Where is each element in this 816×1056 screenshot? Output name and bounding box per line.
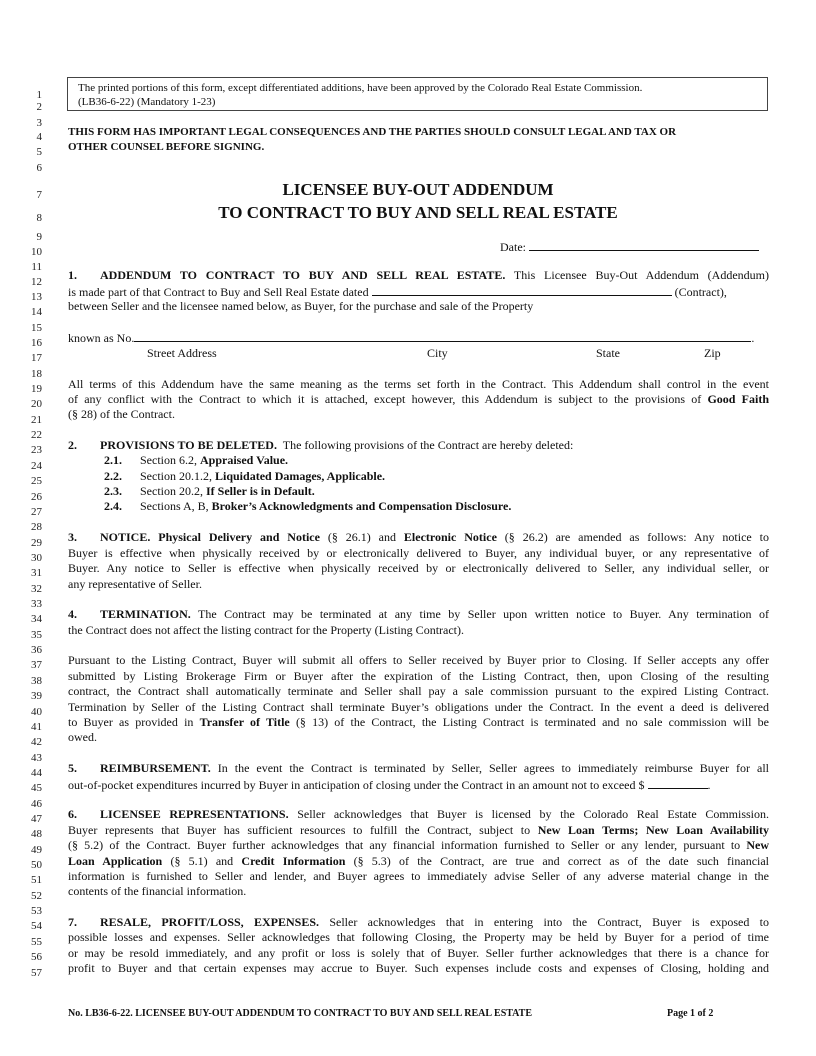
section-1-line3: between Seller and the licensee named below, as Buyer, for the purchase and sale of the Property: [68, 299, 534, 313]
item-text: Section 6.2,: [140, 453, 197, 467]
section-5-line1: [68, 761, 769, 776]
terms-line3: (§ 28) of the Contract.: [68, 407, 175, 421]
section-6-line5: information is furnished to Seller and lender, and Buyer agrees to immediately advise Seller of any adverse material change in the: [68, 869, 769, 883]
section-5-heading: REIMBURSEMENT.: [100, 761, 211, 775]
state-label: State: [596, 346, 620, 360]
document-title-line1: LICENSEE BUY-OUT ADDENDUM: [282, 180, 554, 199]
section-6-text: (§ 5.3) of the Contract, are true and correct as of the date such financial: [353, 854, 770, 868]
section-6-text: (§ 5.1) and: [170, 854, 234, 868]
line-number: 52: [31, 890, 42, 902]
line-number: 49: [31, 844, 42, 856]
line-number: 37: [31, 659, 42, 671]
new-loan-terms-ref: New Loan Terms; New Loan Availability: [537, 823, 770, 837]
line-number: 7: [36, 189, 42, 201]
section-3-line4: any representative of Seller.: [68, 577, 202, 591]
line-number: 55: [31, 936, 42, 948]
section-7-text: Seller acknowledges that in entering into the Contract, Buyer is exposed to: [329, 915, 769, 929]
section-7-line3: or may be resold immediately, and any profit or loss is solely that of Buyer. Seller further acknowledges that there is a chance for: [68, 946, 769, 960]
line-number: 24: [31, 460, 42, 472]
contract-dated-text: is made part of that Contract to Buy and Sell Real Estate dated: [68, 285, 369, 299]
section-6-line4: [68, 854, 769, 869]
line-number: 50: [31, 859, 42, 871]
section-3-text: (§ 26.1) and: [327, 530, 396, 544]
line-number: 57: [31, 967, 42, 979]
section-2-number: 2.: [68, 438, 77, 452]
section-3-line1: [68, 530, 769, 545]
line-number: 45: [31, 782, 42, 794]
section-3-heading: NOTICE.: [100, 530, 151, 544]
section-4-p2-line5: [68, 715, 769, 730]
line-number: 39: [31, 690, 42, 702]
line-number: 19: [31, 383, 42, 395]
line-number: 4: [36, 131, 42, 143]
transfer-of-title-ref: Transfer of Title: [199, 715, 290, 729]
line-number: 17: [31, 352, 42, 364]
section-1-line2: [68, 284, 769, 300]
line-number: 42: [31, 736, 42, 748]
section-4-text: (§ 13) of the Contract, the Listing Contract is terminated and no sale commission will be: [295, 715, 769, 729]
line-number: 1: [36, 89, 42, 101]
footer-page-number: Page 1 of 2: [667, 1008, 714, 1019]
line-number: 41: [31, 721, 42, 733]
section-5-text: out-of-pocket expenditures incurred by Buyer in anticipation of closing under the Contract in an amount not to exceed $: [68, 778, 645, 792]
line-number: 16: [31, 337, 42, 349]
item-title: Liquidated Damages, Applicable.: [215, 469, 386, 483]
terms-line2: [68, 392, 769, 407]
line-number: 31: [31, 567, 42, 579]
section-4-p2-line4: Termination by Seller of the Listing Contract shall terminate Buyer’s obligations under the Contract. In the event a deed is delivered: [68, 700, 769, 714]
line-number: 54: [31, 920, 42, 932]
line-number: 8: [36, 212, 42, 224]
terms-line2-text: of any conflict with the Contract to which it is attached, except however, this Addendum is subject to the provisions of: [68, 392, 702, 406]
line-number: 44: [31, 767, 42, 779]
approval-notice-line1: The printed portions of this form, except differentiated additions, have been approved by the Colorado Real Estate Commission.: [78, 82, 643, 94]
line-number: 22: [31, 429, 42, 441]
line-number: 20: [31, 398, 42, 410]
section-5-number: 5.: [68, 761, 77, 775]
section-6-line6: contents of the financial information.: [68, 884, 247, 898]
section-2-item: [104, 499, 511, 514]
section-2-item: [104, 484, 315, 499]
line-number: 26: [31, 491, 42, 503]
document-title-line2: TO CONTRACT TO BUY AND SELL REAL ESTATE: [218, 203, 618, 222]
loan-application-ref: Loan Application: [68, 854, 163, 868]
line-number: 21: [31, 414, 42, 426]
line-number: 6: [36, 162, 42, 174]
section-6-text: (§ 5.2) of the Contract. Buyer further acknowledges that any financial information furnished to Seller or any lender, pursuant to: [68, 838, 741, 852]
section-6-line3: [68, 838, 769, 853]
section-2-heading: PROVISIONS TO BE DELETED.: [100, 438, 277, 452]
line-number: 47: [31, 813, 42, 825]
section-4-line1: [68, 607, 769, 622]
line-number: 12: [31, 276, 42, 288]
item-number: 2.2.: [104, 469, 122, 483]
good-faith-ref: Good Faith: [707, 392, 770, 406]
line-number: 35: [31, 629, 42, 641]
item-number: 2.4.: [104, 499, 122, 513]
warning-line1: THIS FORM HAS IMPORTANT LEGAL CONSEQUENCES AND THE PARTIES SHOULD CONSULT LEGAL AND TAX OR: [68, 126, 677, 138]
item-title: If Seller is in Default.: [206, 484, 315, 498]
line-number: 28: [31, 521, 42, 533]
section-1-number: 1.: [68, 268, 77, 282]
physical-delivery-ref: Physical Delivery and Notice: [158, 530, 320, 544]
line-number: 33: [31, 598, 42, 610]
date-row: [500, 239, 759, 255]
line-number: 11: [31, 261, 42, 273]
reimbursement-amount-field[interactable]: [648, 777, 708, 789]
property-address-field[interactable]: [134, 330, 751, 342]
section-7-heading: RESALE, PROFIT/LOSS, EXPENSES.: [100, 915, 320, 929]
line-number: 18: [31, 368, 42, 380]
item-text: Sections A, B,: [140, 499, 209, 513]
line-number: 38: [31, 675, 42, 687]
approval-notice-box: [67, 77, 768, 111]
date-label: Date:: [500, 240, 526, 254]
contract-label: (Contract),: [674, 285, 727, 299]
item-number: 2.3.: [104, 484, 122, 498]
item-text: Section 20.1.2,: [140, 469, 212, 483]
line-number: 48: [31, 828, 42, 840]
line-number: 32: [31, 583, 42, 595]
section-4-p2-line6: owed.: [68, 730, 97, 744]
line-number: 5: [36, 146, 42, 158]
line-number: 13: [31, 291, 42, 303]
section-4-p2-line3: contract, the Contract shall automatically terminate and Seller shall pay a sale commission pursuant to the expired Listing Contract.: [68, 684, 769, 698]
line-number: 40: [31, 706, 42, 718]
section-6-text: Buyer represents that Buyer has sufficient resources to fulfill the Contract, subject to: [68, 823, 531, 837]
section-6-number: 6.: [68, 807, 77, 821]
section-3-line3: Buyer. Any notice to Seller is effective when physically received by or electronically delivered to Seller, any individual seller, or: [68, 561, 769, 575]
line-number: 36: [31, 644, 42, 656]
terms-line1: All terms of this Addendum have the same meaning as the terms set forth in the Contract. This Addendum shall control in the event: [68, 377, 769, 391]
line-number: 29: [31, 537, 42, 549]
line-number: 56: [31, 951, 42, 963]
line-number: 9: [36, 231, 42, 243]
section-2-item: [104, 453, 288, 468]
known-as-label: known as No.: [68, 331, 135, 345]
section-4-heading: TERMINATION.: [100, 607, 191, 621]
line-number: 34: [31, 613, 42, 625]
zip-label: Zip: [704, 346, 721, 360]
item-number: 2.1.: [104, 453, 122, 467]
section-4-p2-line2: submitted by Listing Brokerage Firm or Buyer after the expiration of the Listing Contract, then, upon Closing of the resulting: [68, 669, 769, 683]
section-2-item: [104, 469, 385, 484]
line-number: 14: [31, 306, 42, 318]
section-5-line2: out-of-pocket expenditures incurred by Buyer in anticipation of closing under the Contract in an amount not to exceed $ .: [68, 778, 711, 792]
section-1-line1: [68, 268, 769, 283]
line-number: 2: [36, 101, 42, 113]
section-4-line2: the Contract does not affect the listing contract for the Property (Listing Contract).: [68, 623, 464, 637]
section-4-text: to Buyer as provided in: [68, 715, 194, 729]
line-number: 27: [31, 506, 42, 518]
line-number: 25: [31, 475, 42, 487]
section-1-heading: ADDENDUM TO CONTRACT TO BUY AND SELL REAL ESTATE.: [100, 268, 506, 282]
line-number: 15: [31, 322, 42, 334]
warning-line2: OTHER COUNSEL BEFORE SIGNING.: [68, 141, 265, 153]
section-6-line1: [68, 807, 769, 822]
new-ref: New: [746, 838, 770, 852]
item-text: Section 20.2,: [140, 484, 203, 498]
street-address-label: Street Address: [147, 346, 217, 360]
footer-form-id: No. LB36-6-22. LICENSEE BUY-OUT ADDENDUM TO CONTRACT TO BUY AND SELL REAL ESTATE: [68, 1008, 533, 1019]
item-title: Broker’s Acknowledgments and Compensation Disclosure.: [211, 499, 512, 513]
contract-date-field[interactable]: [372, 284, 672, 296]
line-number: 10: [31, 246, 42, 258]
section-4-p2-line1: Pursuant to the Listing Contract, Buyer will submit all offers to Seller received by Buyer prior to Closing. If Seller accepts any offer: [68, 653, 769, 667]
section-3-line2: Buyer is effective when physically received by or electronically delivered to Buyer, any individual buyer, or any representative of: [68, 546, 769, 560]
item-title: Appraised Value.: [200, 453, 289, 467]
section-6-line2: [68, 823, 769, 838]
section-3-text: (§ 26.2) are amended as follows: Any notice to: [504, 530, 769, 544]
line-number: 53: [31, 905, 42, 917]
section-3-number: 3.: [68, 530, 77, 544]
line-number: 23: [31, 444, 42, 456]
line-number: 3: [36, 117, 42, 129]
line-number: 30: [31, 552, 42, 564]
approval-notice-line2: (LB36-6-22) (Mandatory 1-23): [78, 96, 216, 108]
line-number: 51: [31, 874, 42, 886]
section-2-line1: [68, 438, 769, 453]
section-2-intro: The following provisions of the Contract are hereby deleted:: [282, 438, 574, 452]
section-6-heading: LICENSEE REPRESENTATIONS.: [100, 807, 289, 821]
section-7-line4: profit to Buyer and that certain expenses may accrue to Buyer. Such expenses include costs and expenses of Closing, holding and: [68, 961, 769, 975]
section-7-number: 7.: [68, 915, 77, 929]
section-1-text: This Licensee Buy-Out Addendum (Addendum): [513, 268, 769, 282]
section-4-text: The Contract may be terminated at any time by Seller upon written notice to Buyer. Any termination of: [198, 607, 769, 621]
credit-information-ref: Credit Information: [241, 854, 346, 868]
line-number: 43: [31, 752, 42, 764]
section-5-text: In the event the Contract is terminated by Seller, Seller agrees to immediately reimburse Buyer for all: [217, 761, 770, 775]
electronic-notice-ref: Electronic Notice: [403, 530, 497, 544]
section-6-text: Seller acknowledges that Buyer is licensed by the Colorado Real Estate Commission.: [297, 807, 769, 821]
line-number: 46: [31, 798, 42, 810]
section-4-number: 4.: [68, 607, 77, 621]
section-7-line2: possible losses and expenses. Seller acknowledges that following Closing, the Property may be held by Buyer for a period of time: [68, 930, 769, 944]
known-as-row: known as No. .: [68, 331, 755, 345]
date-field[interactable]: [529, 239, 759, 251]
section-7-line1: [68, 915, 769, 930]
city-label: City: [427, 346, 448, 360]
